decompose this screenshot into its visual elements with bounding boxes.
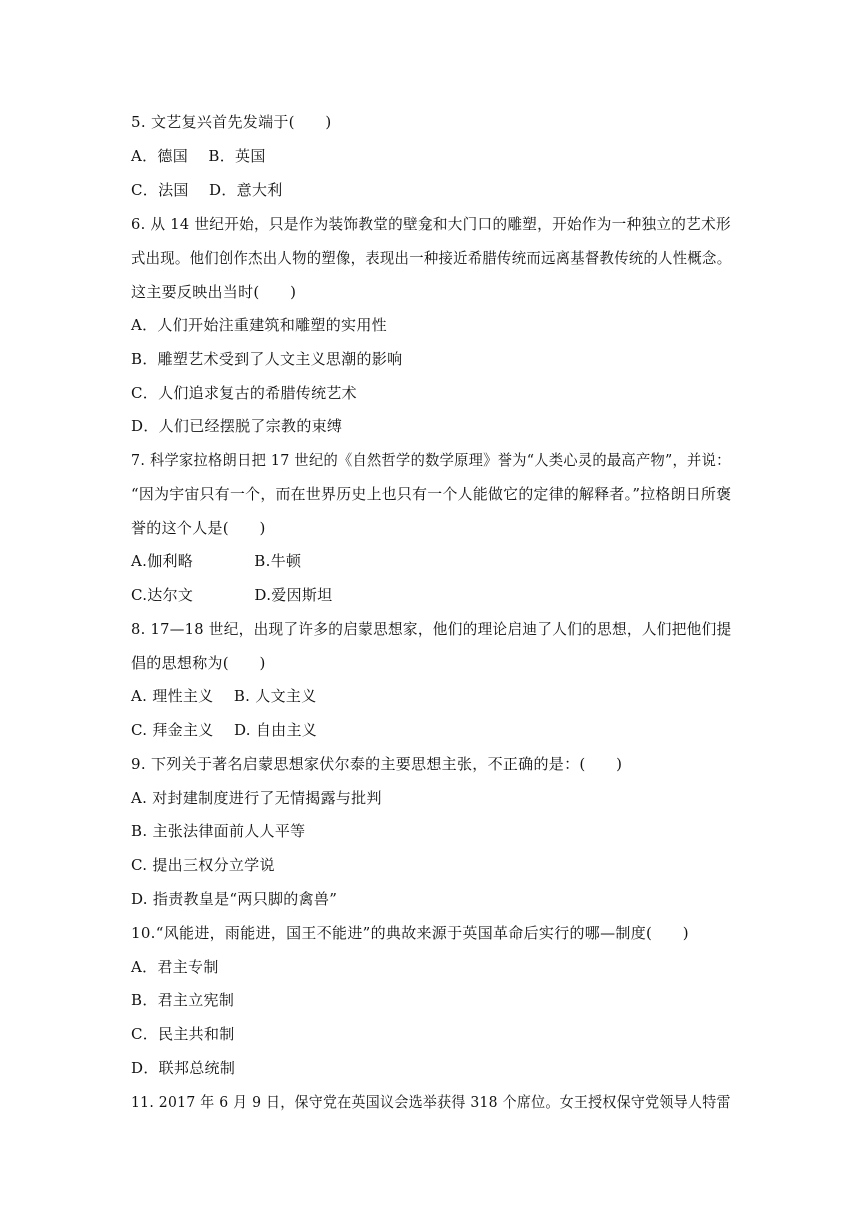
question-5-options-cd: C．法国 D．意大利 (131, 181, 283, 199)
question-6-stem-line-3: 这主要反映出当时( ) (131, 283, 297, 301)
question-7-options-ab: A.伽利略 B.牛顿 (131, 552, 302, 570)
question-7-stem-line-2: “因为宇宙只有一个，而在世界历史上也只有一个人能做它的定律的解释者。”拉格朗日所褒 (131, 485, 732, 503)
question-5-options-ab: A．德国 B．英国 (131, 147, 266, 165)
question-9-option-b: B. 主张法律面前人人平等 (131, 822, 306, 840)
question-6-option-a: A．人们开始注重建筑和雕塑的实用性 (131, 316, 387, 334)
question-9-option-a: A. 对封建制度进行了无情揭露与批判 (131, 789, 382, 807)
question-11-stem-line-1: 11. 2017 年 6 月 9 日，保守党在英国议会选举获得 318 个席位。女王授权保守党领导人特雷 (131, 1093, 731, 1111)
question-9-option-d: D. 指责教皇是“两只脚的禽兽” (131, 890, 338, 908)
question-6-option-c: C．人们追求复古的希腊传统艺术 (131, 384, 357, 402)
question-10-option-c: C．民主共和制 (131, 1025, 235, 1043)
question-10-option-d: D．联邦总统制 (131, 1059, 236, 1077)
question-10-stem: 10.“风能进，雨能进，国王不能进”的典故来源于英国革命后实行的哪—制度( ) (131, 924, 689, 942)
question-9-option-c: C. 提出三权分立学说 (131, 856, 275, 874)
question-6-option-b: B．雕塑艺术受到了人文主义思潮的影响 (131, 350, 403, 368)
question-6-stem-line-2: 式出现。他们创作杰出人物的塑像，表现出一种接近希腊传统而远离基督教传统的人性概念。 (131, 249, 732, 267)
question-5-stem: 5. 文艺复兴首先发端于( ) (131, 113, 332, 131)
question-8-options-ab: A. 理性主义 B. 人文主义 (131, 687, 317, 705)
question-8-stem-line-2: 倡的思想称为( ) (131, 654, 266, 672)
question-9-stem: 9. 下列关于著名启蒙思想家伏尔泰的主要思想主张，不正确的是：( ) (131, 755, 623, 773)
question-7-stem-line-1: 7. 科学家拉格朗日把 17 世纪的《自然哲学的数学原理》誉为“人类心灵的最高产物”，并说： (131, 451, 731, 469)
question-8-options-cd: C. 拜金主义 D. 自由主义 (131, 721, 318, 739)
question-7-options-cd: C.达尔文 D.爱因斯坦 (131, 586, 333, 604)
question-6-stem-line-1: 6. 从 14 世纪开始，只是作为装饰教堂的壁龛和大门口的雕塑，开始作为一种独立的艺术形 (131, 215, 731, 233)
question-10-option-a: A．君主专制 (131, 958, 219, 976)
question-6-option-d: D．人们已经摆脱了宗教的束缚 (131, 417, 343, 435)
question-7-stem-line-3: 誉的这个人是( ) (131, 519, 266, 537)
question-10-option-b: B．君主立宪制 (131, 991, 235, 1009)
question-8-stem-line-1: 8. 17—18 世纪，出现了许多的启蒙思想家，他们的理论启迪了人们的思想，人们把他们提 (131, 620, 732, 638)
